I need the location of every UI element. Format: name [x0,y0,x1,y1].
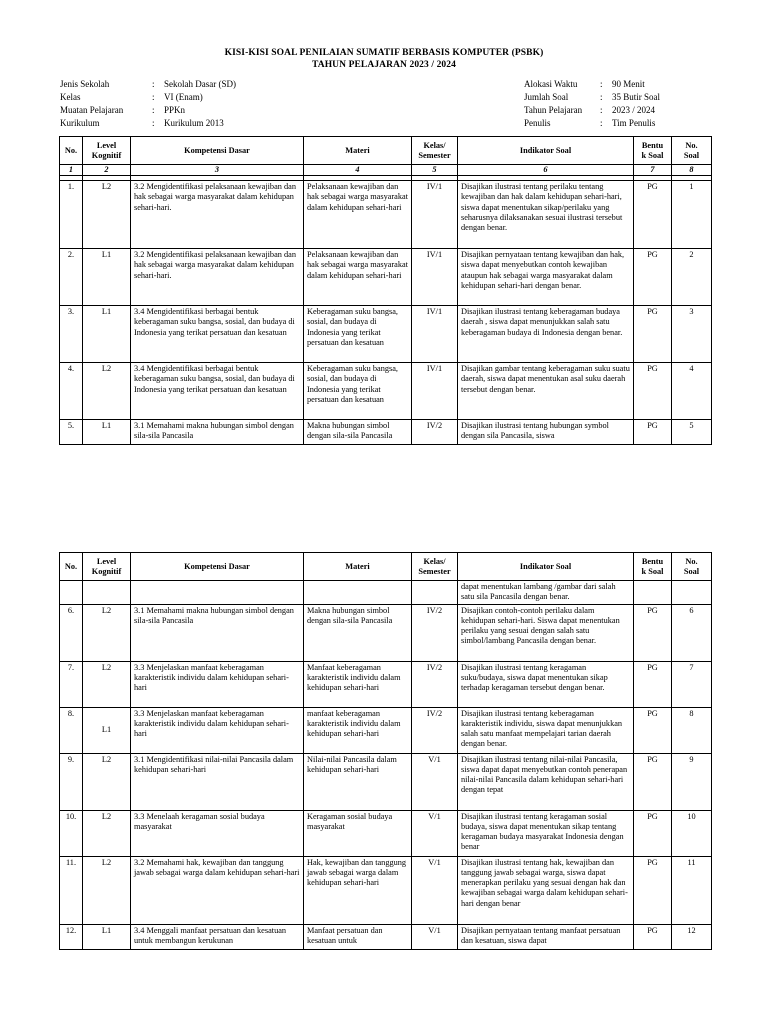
kompetensi-dasar: 3.3 Menjelaskan manfaat keberagaman karakteristik individu dalam kehidupan sehari-hari [131,707,304,753]
header-kelas-semester: Kelas/ Semester [412,137,458,165]
continuation-row [60,581,712,605]
table-row [60,604,712,661]
table-row [60,856,712,924]
no-soal: 3 [672,306,712,363]
indikator-soal: Disajikan ilustrasi tentang keberagaman budaya daerah , siswa dapat menunjukkan salah satu keberagaman budaya di Indonesia dengan benar. [458,306,634,363]
no-soal: 4 [672,363,712,420]
indikator-soal: Disajikan ilustrasi tentang keragaman suku/budaya, siswa dapat menentukan sikap terhadap keragaman tersebut dengan benar. [458,661,634,707]
header-no: No. [60,137,83,165]
bentuk-soal: PG [634,306,672,363]
no-soal: 8 [672,707,712,753]
indikator-soal: Disajikan ilustrasi tentang hubungan symbol dengan sila Pancasila, siswa [458,420,634,445]
materi: Makna hubungan simbol dengan sila-sila Pancasila [304,420,412,445]
kelas-semester: IV/1 [412,306,458,363]
level-kognitif: L2 [83,661,131,707]
table-row [60,306,712,363]
meta-right [524,78,660,130]
table-header-row [60,553,712,581]
bentuk-soal: PG [634,363,672,420]
kelas-semester: V/1 [412,810,458,856]
kisi-kisi-table-continued [59,552,712,950]
column-number: 3 [131,165,304,176]
materi: Manfaat persatuan dan kesatuan untuk [304,924,412,949]
materi: Manfaat keberagaman karakteristik individu dalam kehidupan sehari-hari [304,661,412,707]
table-row [60,661,712,707]
kompetensi-dasar: 3.1 Mengidentifikasi nilai-nilai Pancasila dalam kehidupan sehari-hari [131,753,304,810]
kelas-semester: IV/1 [412,181,458,249]
kelas-semester: V/1 [412,753,458,810]
no-soal: 6 [672,604,712,661]
bentuk-soal: PG [634,661,672,707]
indikator-soal: Disajikan ilustrasi tentang perilaku tentang kewajiban dan hak dalam kehidupan sehari-hari, siswa dapat menentukan sikap/perilaku yang seharusnya dilaksanakan sesuai ilustrasi tersebut dengan benar. [458,181,634,249]
kompetensi-dasar: 3.1 Memahami makna hubungan simbol dengan sila-sila Pancasila [131,420,304,445]
bentuk-soal: PG [634,249,672,306]
meta-row: Kelas : VI (Enam) [60,92,203,102]
kelas-semester: IV/2 [412,604,458,661]
header-indikator-soal: Indikator Soal [458,137,634,165]
column-number: 8 [672,165,712,176]
row-number: 5. [60,420,83,445]
no-soal: 10 [672,810,712,856]
table-row [60,249,712,306]
row-number: 9. [60,753,83,810]
meta-row: Penulis : Tim Penulis [524,118,656,128]
column-number: 6 [458,165,634,176]
header-indikator-soal: Indikator Soal [458,553,634,581]
materi: Keberagaman suku bangsa, sosial, dan budaya di Indonesia yang terikat persatuan dan kesatuan [304,306,412,363]
header-level: Level Kognitif [83,553,131,581]
indikator-soal: Disajikan ilustrasi tentang hak, kewajiban dan tanggung jawab sebagai warga, siswa dapat menerapkan perilaku yang sesuai dengan hak dan kewajiban sebagai warga dalam kehidupan sehari-hari dengan benar [458,856,634,924]
row-number: 6. [60,604,83,661]
no-soal: 9 [672,753,712,810]
document-subtitle: TAHUN PELAJARAN 2023 / 2024 [312,60,456,70]
bentuk-soal: PG [634,604,672,661]
header-materi: Materi [304,553,412,581]
bentuk-soal: PG [634,181,672,249]
header-kompetensi-dasar: Kompetensi Dasar [131,553,304,581]
kompetensi-dasar: 3.3 Menjelaskan manfaat keberagaman karakteristik individu dalam kehidupan sehari-hari [131,661,304,707]
table-row [60,363,712,420]
level-kognitif: L1 [83,924,131,949]
column-number: 4 [304,165,412,176]
kelas-semester: IV/2 [412,420,458,445]
bentuk-soal: PG [634,810,672,856]
table-row [60,420,712,445]
level-kognitif: L2 [83,810,131,856]
row-number: 11. [60,856,83,924]
level-kognitif: L1 [83,306,131,363]
header-kelas-semester: Kelas/ Semester [412,553,458,581]
kompetensi-dasar: 3.4 Menggali manfaat persatuan dan kesatuan untuk membangun kerukunan [131,924,304,949]
kelas-semester: IV/1 [412,249,458,306]
row-number: 12. [60,924,83,949]
indikator-soal: Disajikan pernyataan tentang manfaat persatuan dan kesatuan, siswa dapat [458,924,634,949]
header-kompetensi-dasar: Kompetensi Dasar [131,137,304,165]
meta-row: Alokasi Waktu : 90 Menit [524,79,645,89]
table-row [60,753,712,810]
header-no-soal: No. Soal [672,137,712,165]
header-level: Level Kognitif [83,137,131,165]
kompetensi-dasar: 3.4 Mengidentifikasi berbagai bentuk keberagaman suku bangsa, sosial, dan budaya di Indonesia yang terikat persatuan dan kesatuan [131,363,304,420]
indikator-soal: Disajikan ilustrasi tentang keberagaman karakteristik individu, siswa dapat menunjukkan salah satu manfaat mempelajari tarian daerah dengan benar. [458,707,634,753]
column-number: 2 [83,165,131,176]
no-soal: 11 [672,856,712,924]
row-number: 10. [60,810,83,856]
table-body [60,581,712,950]
meta-row: Tahun Pelajaran : 2023 / 2024 [524,105,656,115]
materi: Makna hubungan simbol dengan sila-sila Pancasila [304,604,412,661]
no-soal: 5 [672,420,712,445]
meta-row: Jenis Sekolah : Sekolah Dasar (SD) [60,79,236,89]
kelas-semester: IV/2 [412,707,458,753]
meta-row: Kurikulum : Kurikulum 2013 [60,118,224,128]
no-soal: 1 [672,181,712,249]
kompetensi-dasar: 3.1 Memahami makna hubungan simbol dengan sila-sila Pancasila [131,604,304,661]
header-bentuk-soal: Bentu k Soal [634,553,672,581]
table-body [60,181,712,445]
header-no-soal: No. Soal [672,553,712,581]
indikator-soal: Disajikan gambar tentang keberagaman suku suatu daerah, siswa dapat menentukan asal suku daerah tersebut dengan benar. [458,363,634,420]
kisi-kisi-table [59,136,712,445]
indikator-soal: Disajikan ilustrasi tentang keragaman sosial budaya, siswa dapat menentukan sikap tentang keragaman budaya masyarakat Indonesia dengan benar [458,810,634,856]
column-number: 7 [634,165,672,176]
row-number: 8. [60,707,83,753]
materi: Keragaman sosial budaya masyarakat [304,810,412,856]
column-number: 1 [60,165,83,176]
meta-row: Muatan Pelajaran : PPKn [60,105,186,115]
bentuk-soal: PG [634,753,672,810]
header-materi: Materi [304,137,412,165]
bentuk-soal: PG [634,856,672,924]
indikator-soal: Disajikan ilustrasi tentang nilai-nilai Pancasila, siswa dapat dapat menyebutkan contoh penerapan nilai-nilai Pancasila dalam kehidupan sehari-hari dengan tepat [458,753,634,810]
table-header-row [60,137,712,165]
table-row [60,181,712,249]
table-row [60,924,712,949]
row-number: 7. [60,661,83,707]
no-soal: 7 [672,661,712,707]
indikator-soal: Disajikan pernyataan tentang kewajiban dan hak, siswa dapat menyebutkan contoh kewajiban ataupun hak sebagai warga masyarakat dalam kehidupan sehari-hari dengan benar. [458,249,634,306]
materi: Pelaksanaan kewajiban dan hak sebagai warga masyarakat dalam kehidupan sehari-hari [304,249,412,306]
kompetensi-dasar: 3.2 Mengidentifikasi pelaksanaan kewajiban dan hak sebagai warga masyarakat dalam kehidupan sehari-hari. [131,181,304,249]
level-kognitif: L2 [83,753,131,810]
kompetensi-dasar: 3.2 Memahami hak, kewajiban dan tanggung jawab sebagai warga dalam kehidupan sehari-hari [131,856,304,924]
no-soal: 12 [672,924,712,949]
level-kognitif: L1 [83,420,131,445]
row-number: 4. [60,363,83,420]
header-no: No. [60,553,83,581]
indikator-continuation: dapat menentukan lambang /gambar dari salah satu sila Pancasila dengan benar. [458,581,634,605]
bentuk-soal: PG [634,707,672,753]
kompetensi-dasar: 3.2 Mengidentifikasi pelaksanaan kewajiban dan hak sebagai warga masyarakat dalam kehidupan sehari-hari. [131,249,304,306]
table-row [60,707,712,753]
row-number: 2. [60,249,83,306]
materi: manfaat keberagaman karakteristik individu dalam kehidupan sehari-hari [304,707,412,753]
level-kognitif: L2 [83,856,131,924]
row-number: 3. [60,306,83,363]
no-soal: 2 [672,249,712,306]
bentuk-soal: PG [634,420,672,445]
kelas-semester: IV/2 [412,661,458,707]
kelas-semester: V/1 [412,924,458,949]
column-number: 5 [412,165,458,176]
document-title: KISI-KISI SOAL PENILAIAN SUMATIF BERBASIS KOMPUTER (PSBK) [224,48,544,58]
kompetensi-dasar: 3.4 Mengidentifikasi berbagai bentuk keberagaman suku bangsa, sosial, dan budaya di Indonesia yang terikat persatuan dan kesatuan [131,306,304,363]
materi: Hak, kewajiban dan tanggung jawab sebagai warga dalam kehidupan sehari-hari [304,856,412,924]
level-kognitif: L1 [83,249,131,306]
meta-row: Jumlah Soal : 35 Butir Soal [524,92,661,102]
header-bentuk-soal: Bentu k Soal [634,137,672,165]
level-kognitif: L2 [83,363,131,420]
column-number-row [60,165,712,176]
materi: Keberagaman suku bangsa, sosial, dan budaya di Indonesia yang terikat persatuan dan kesatuan [304,363,412,420]
meta-left [60,78,236,130]
row-number: 1. [60,181,83,249]
level-kognitif: L1 [83,707,131,753]
bentuk-soal: PG [634,924,672,949]
kompetensi-dasar: 3.3 Menelaah keragaman sosial budaya masyarakat [131,810,304,856]
table-row [60,810,712,856]
level-kognitif: L2 [83,181,131,249]
level-kognitif: L2 [83,604,131,661]
kelas-semester: V/1 [412,856,458,924]
materi: Nilai-nilai Pancasila dalam kehidupan sehari-hari [304,753,412,810]
kelas-semester: IV/1 [412,363,458,420]
materi: Pelaksanaan kewajiban dan hak sebagai warga masyarakat dalam kehidupan sehari-hari [304,181,412,249]
indikator-soal: Disajikan contoh-contoh perilaku dalam kehidupan sehari-hari. Siswa dapat menentukan perilaku yang sesuai dengan salah satu simbol/lambang Pancasila dengan benar. [458,604,634,661]
